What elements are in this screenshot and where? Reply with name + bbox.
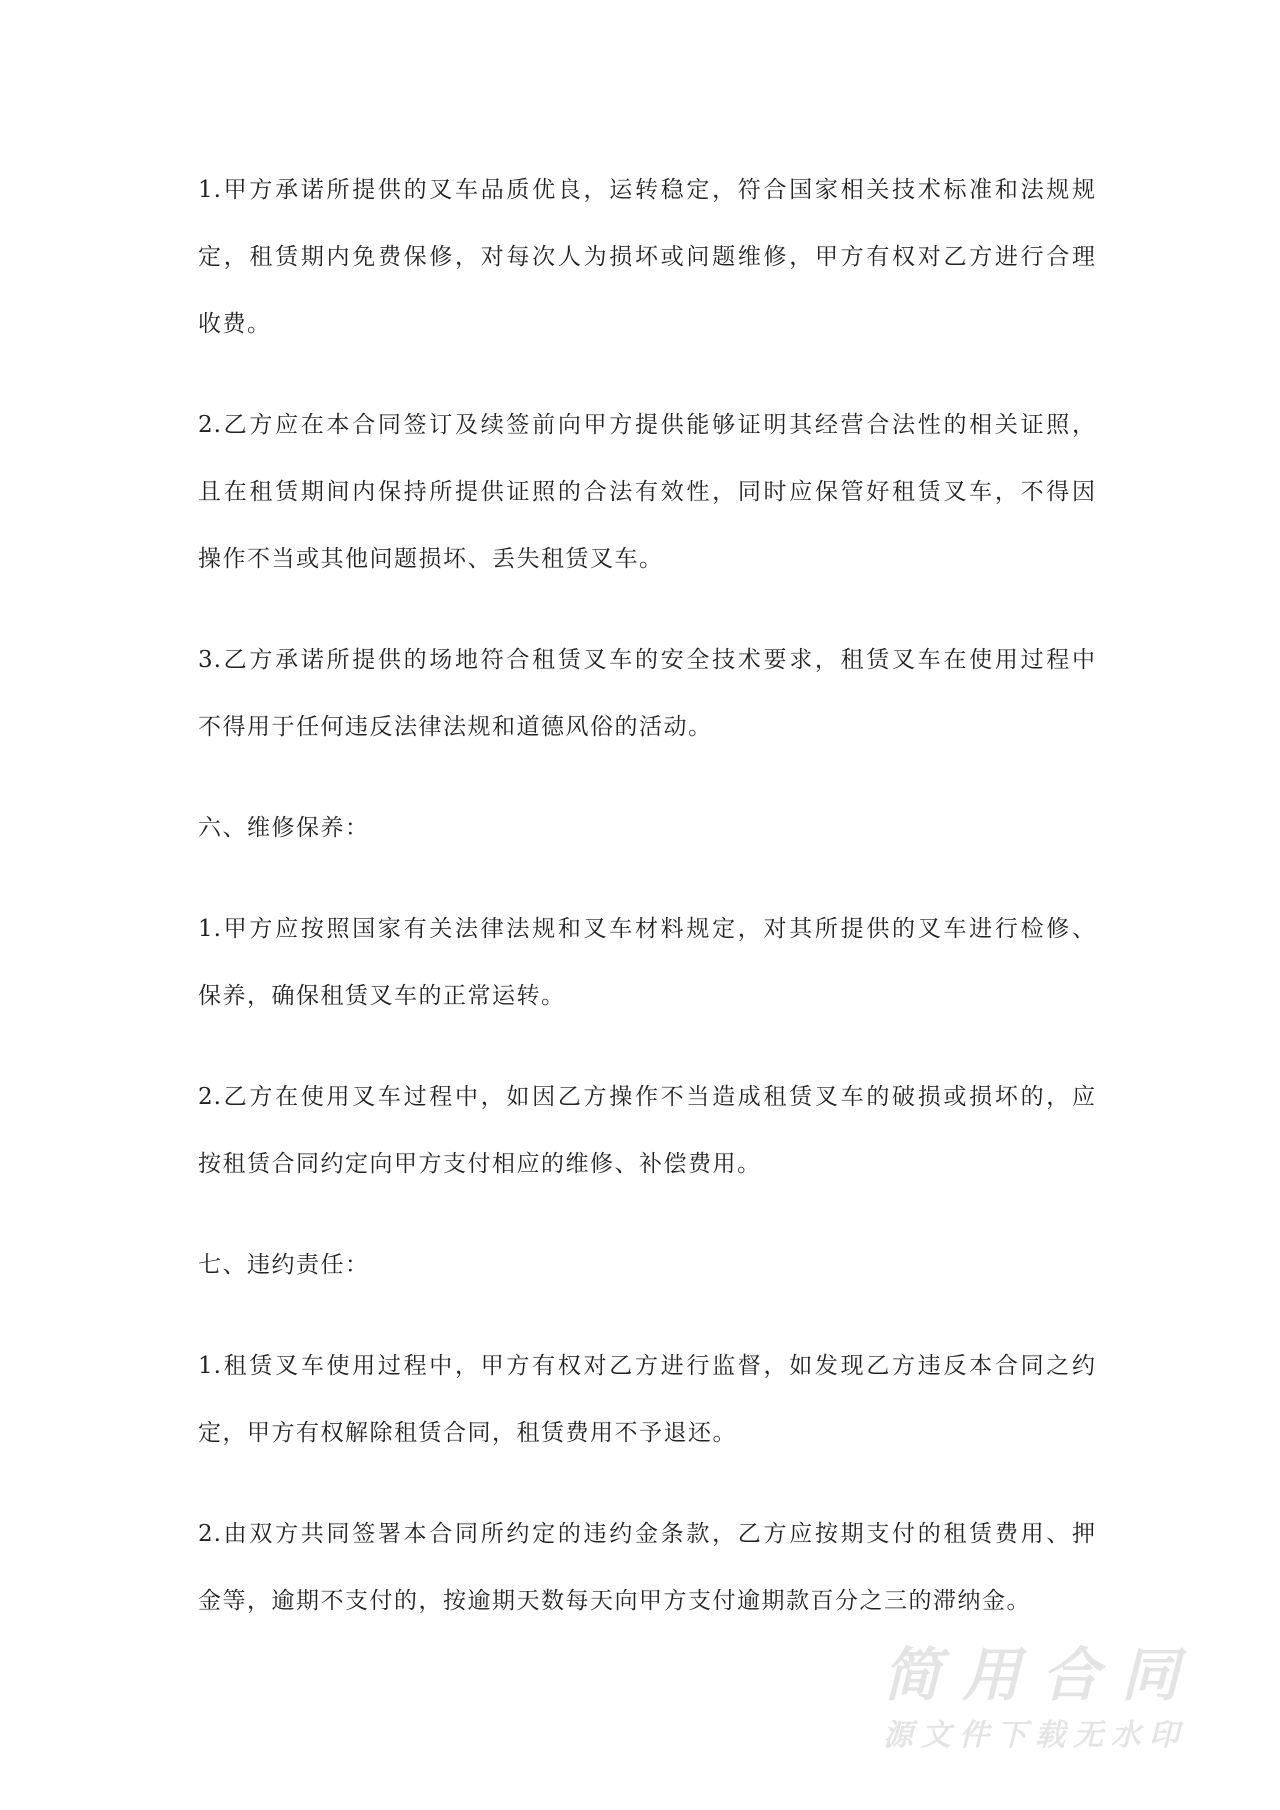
text-line: 3.乙方承诺所提供的场地符合租赁叉车的安全技术要求，租赁叉车在使用过程中 [198,647,1096,673]
paragraph [198,157,1096,358]
text-line: 六、维修保养： [198,815,370,841]
text-line: 2.由双方共同签署本合同所约定的违约金条款，乙方应按期支付的租赁费用、押 [198,1521,1096,1547]
text-line: 1.甲方应按照国家有关法律法规和叉车材料规定，对其所提供的叉车进行检修、 [198,916,1096,942]
text-line: 不得用于任何违反法律法规和道德风俗的活动。 [198,714,713,740]
watermark-title: 简用合同 [883,1641,1179,1709]
text-line: 定，甲方有权解除租赁合同，租赁费用不予退还。 [198,1420,737,1446]
document-body [198,157,1096,1669]
paragraph [198,1501,1096,1635]
watermark-subtitle: 源文件下载无水印 [883,1718,1179,1753]
paragraph [198,1333,1096,1467]
text-line: 金等，逾期不支付的，按逾期天数每天向甲方支付逾期款百分之三的滞纳金。 [198,1588,1031,1614]
text-line: 2.乙方应在本合同签订及续签前向甲方提供能够证明其经营合法性的相关证照， [198,412,1096,438]
paragraph [198,896,1096,1030]
text-line: 1.甲方承诺所提供的叉车品质优良，运转稳定，符合国家相关技术标准和法规规 [198,177,1096,203]
text-line: 按租赁合同约定向甲方支付相应的维修、补偿费用。 [198,1151,762,1177]
text-line: 1.租赁叉车使用过程中，甲方有权对乙方进行监督，如发现乙方违反本合同之约 [198,1353,1096,1379]
text-line: 收费。 [198,311,272,337]
paragraph [198,795,1096,862]
text-line: 定，租赁期内免费保修，对每次人为损坏或问题维修，甲方有权对乙方进行合理 [198,244,1096,270]
text-line: 保养，确保租赁叉车的正常运转。 [198,983,566,1009]
paragraph [198,1064,1096,1198]
paragraph [198,627,1096,761]
text-line: 七、违约责任： [198,1252,370,1278]
text-line: 且在租赁期间内保持所提供证照的合法有效性，同时应保管好租赁叉车，不得因 [198,479,1096,505]
paragraph [198,392,1096,593]
text-line: 2.乙方在使用叉车过程中，如因乙方操作不当造成租赁叉车的破损或损坏的，应 [198,1084,1096,1110]
paragraph [198,1232,1096,1299]
text-line: 操作不当或其他问题损坏、丢失租赁叉车。 [198,546,664,572]
